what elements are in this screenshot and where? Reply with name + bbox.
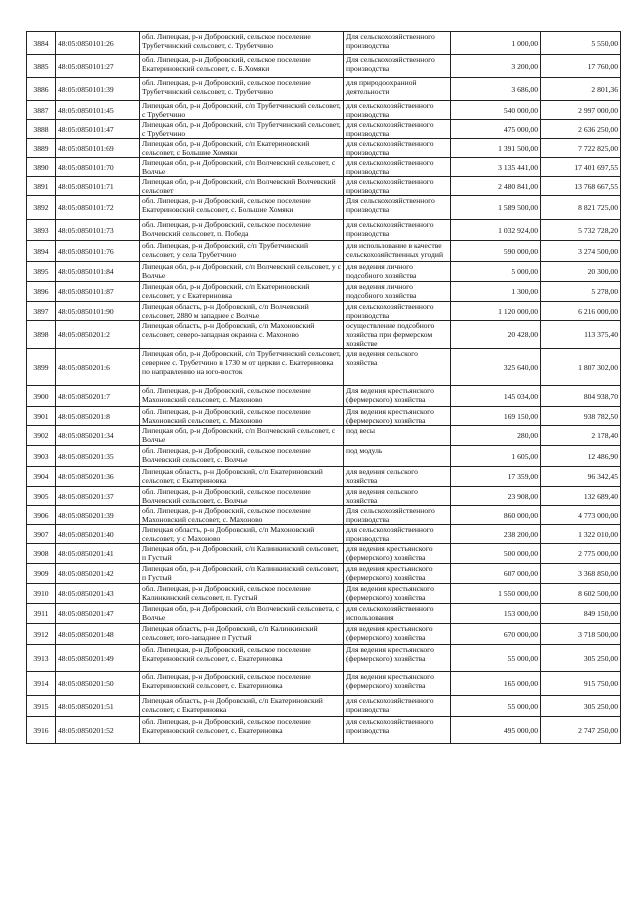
row-number: 3902 [27, 426, 56, 446]
row-number: 3913 [27, 645, 56, 672]
cadastral-number: 48:05:0850201:49 [56, 645, 140, 672]
cadastral-cost: 3 718 500,00 [541, 624, 621, 645]
row-number: 3887 [27, 101, 56, 120]
table-row [27, 196, 621, 220]
location-address: обл. Липецкая, р-н Добровский, сельское поселение Екатериновский сельсовет, с. Екатериновка [140, 645, 344, 672]
cadastral-number: 48:05:0850201:7 [56, 386, 140, 407]
location-address: обл. Липецкая, р-н Добровский, сельское поселение Махоновский сельсовет, с. Махоново [140, 506, 344, 525]
area-value: 1 605,00 [451, 446, 541, 467]
location-address: обл. Липецкая, р-н Добровский, сельское поселение Махоновский сельсовет, с. Махоново [140, 386, 344, 407]
location-address: Липецкая область, р-н Добровский, с/п Екатериновский сельсовет, с Екатериновка [140, 467, 344, 487]
cadastral-number: 48:05:0850101:70 [56, 158, 140, 177]
cadastral-cost: 2 747 250,00 [541, 717, 621, 744]
area-value: 1 589 500,00 [451, 196, 541, 220]
location-address: обл. Липецкая, р-н Добровский, сельское поселение Волчевский сельсовет, с. Волчье [140, 487, 344, 506]
cadastral-cost: 2 178,40 [541, 426, 621, 446]
cadastral-cost: 305 250,00 [541, 696, 621, 717]
location-address: Липецкая область, р-н Добровский, с/п Волчевский сельсовет, 2880 м западнее с Волчье [140, 302, 344, 321]
location-address: обл. Липецкая, р-н Добровский, сельское поселение Махоновский сельсовет, с. Махоново [140, 407, 344, 426]
permitted-use: под модуль [344, 446, 451, 467]
cadastral-number: 48:05:0850101:76 [56, 241, 140, 262]
cadastral-cost: 2 775 000,00 [541, 544, 621, 564]
permitted-use: осуществление подсобного хозяйства при фермерском хозяйстве [344, 321, 451, 349]
cadastral-cost: 96 342,45 [541, 467, 621, 487]
area-value: 607 000,00 [451, 564, 541, 584]
area-value: 540 000,00 [451, 101, 541, 120]
location-address: обл. Липецкая, р-н Добровский, сельское поселение Трубетчинский сельсовет, с. Трубетчино [140, 78, 344, 101]
cadastral-cost: 8 602 500,00 [541, 584, 621, 604]
permitted-use: для ведения сельского хозяйства [344, 487, 451, 506]
table-row [27, 139, 621, 158]
cadastral-number: 48:05:0850101:47 [56, 120, 140, 139]
cadastral-number: 48:05:0850201:6 [56, 349, 140, 386]
location-address: Липецкая обл, р-н Добровский, с/п Калинкинский сельсовет, п Густый [140, 564, 344, 584]
location-address: Липецкая обл, р-н Добровский, с/п Екатериновский сельсовет, у с Екатериновка [140, 282, 344, 302]
cadastral-cost: 5 550,00 [541, 32, 621, 55]
permitted-use: для использование в качестве сельскохозяйственных угодий [344, 241, 451, 262]
area-value: 238 200,00 [451, 525, 541, 544]
row-number: 3886 [27, 78, 56, 101]
table-row [27, 604, 621, 624]
table-row [27, 564, 621, 584]
row-number: 3892 [27, 196, 56, 220]
permitted-use: для сельскохозяйственного использования [344, 604, 451, 624]
permitted-use: Для ведения крестьянского (фермерского) хозяйства [344, 584, 451, 604]
table-row [27, 177, 621, 196]
permitted-use: Для сельскохозяйственного производства [344, 506, 451, 525]
location-address: Липецкая обл, р-н Добровский, с/п Екатериновский сельсовет, с Большие Хомяки [140, 139, 344, 158]
area-value: 5 000,00 [451, 262, 541, 282]
location-address: Липецкая область, р-н Добровский, с/п Калинкинский сельсовет, юго-западнее п Густый [140, 624, 344, 645]
area-value: 325 640,00 [451, 349, 541, 386]
cadastral-cost: 849 150,00 [541, 604, 621, 624]
table-row [27, 120, 621, 139]
row-number: 3888 [27, 120, 56, 139]
cadastral-cost: 305 250,00 [541, 645, 621, 672]
cadastral-number: 48:05:0850201:52 [56, 717, 140, 744]
row-number: 3897 [27, 302, 56, 321]
table-row [27, 544, 621, 564]
permitted-use: для ведения сельского хозяйства [344, 467, 451, 487]
area-value: 280,00 [451, 426, 541, 446]
row-number: 3898 [27, 321, 56, 349]
table-row [27, 158, 621, 177]
permitted-use: Для сельскохозяйственного производства [344, 32, 451, 55]
area-value: 1 391 500,00 [451, 139, 541, 158]
area-value: 1 550 000,00 [451, 584, 541, 604]
location-address: обл. Липецкая, р-н Добровский, сельское поселение Екатериновский сельсовет, с. Екатериновка [140, 672, 344, 696]
row-number: 3894 [27, 241, 56, 262]
permitted-use: для ведения личного подсобного хозяйства [344, 282, 451, 302]
cadastral-cost: 12 486,90 [541, 446, 621, 467]
table-row [27, 426, 621, 446]
row-number: 3891 [27, 177, 56, 196]
row-number: 3910 [27, 584, 56, 604]
permitted-use: Для ведения крестьянского (фермерского) хозяйства [344, 645, 451, 672]
cadastral-number: 48:05:0850201:37 [56, 487, 140, 506]
location-address: Липецкая обл, р-н Добровский, с/п Волчевский сельсовет, с Волчье [140, 426, 344, 446]
cadastral-number: 48:05:0850201:50 [56, 672, 140, 696]
cadastral-cost: 2 997 000,00 [541, 101, 621, 120]
area-value: 17 359,00 [451, 467, 541, 487]
table-row [27, 672, 621, 696]
cadastral-cost: 6 216 000,00 [541, 302, 621, 321]
cadastral-number: 48:05:0850101:45 [56, 101, 140, 120]
cadastral-cost: 3 274 500,00 [541, 241, 621, 262]
area-value: 1 300,00 [451, 282, 541, 302]
permitted-use: для сельскохозяйственного производства [344, 139, 451, 158]
location-address: Липецкая область, р-н Добровский, с/п Махоновский сельсовет, северо-западная окраина с. Махоново [140, 321, 344, 349]
cadastral-cost: 8 821 725,00 [541, 196, 621, 220]
area-value: 3 686,00 [451, 78, 541, 101]
row-number: 3906 [27, 506, 56, 525]
cadastral-number: 48:05:0850201:34 [56, 426, 140, 446]
row-number: 3885 [27, 55, 56, 78]
row-number: 3899 [27, 349, 56, 386]
area-value: 169 150,00 [451, 407, 541, 426]
cadastral-cost: 113 375,40 [541, 321, 621, 349]
permitted-use: для сельскохозяйственного производства [344, 177, 451, 196]
cadastral-number: 48:05:0850101:69 [56, 139, 140, 158]
cadastral-number: 48:05:0850101:73 [56, 220, 140, 241]
table-row [27, 349, 621, 386]
table-row [27, 407, 621, 426]
cadastral-cost: 938 782,50 [541, 407, 621, 426]
cadastral-number: 48:05:0850101:27 [56, 55, 140, 78]
area-value: 2 480 841,00 [451, 177, 541, 196]
cadastral-number: 48:05:0850101:84 [56, 262, 140, 282]
cadastral-number: 48:05:0850201:42 [56, 564, 140, 584]
row-number: 3903 [27, 446, 56, 467]
row-number: 3896 [27, 282, 56, 302]
cadastral-cost: 2 636 250,00 [541, 120, 621, 139]
permitted-use: для сельскохозяйственного производства [344, 696, 451, 717]
permitted-use: для сельскохозяйственного производства [344, 525, 451, 544]
location-address: Липецкая обл, р-н Добровский, с/п Калинкинский сельсовет, п Густый [140, 544, 344, 564]
location-address: обл. Липецкая, р-н Добровский, сельское поселение Волчевский сельсовет, с. Волчье [140, 446, 344, 467]
location-address: Липецкая обл, р-н Добровский, с/п Трубетчинский сельсовет, севернее с. Трубетчино в 1730 м от церкви с. Екатериновка по направлению на юго-восток [140, 349, 344, 386]
table-row [27, 241, 621, 262]
table-row [27, 282, 621, 302]
table-body [27, 32, 621, 744]
row-number: 3915 [27, 696, 56, 717]
cadastral-cost: 915 750,00 [541, 672, 621, 696]
cadastral-number: 48:05:0850201:8 [56, 407, 140, 426]
permitted-use: Для ведения крестьянского (фермерского) хозяйства [344, 407, 451, 426]
cadastral-number: 48:05:0850201:51 [56, 696, 140, 717]
cadastral-number: 48:05:0850101:90 [56, 302, 140, 321]
cadastral-number: 48:05:0850101:39 [56, 78, 140, 101]
location-address: Липецкая обл, р-н Добровский, с/п Трубетчинский сельсовет, с Трубетчино [140, 120, 344, 139]
row-number: 3889 [27, 139, 56, 158]
area-value: 23 908,00 [451, 487, 541, 506]
table-row [27, 584, 621, 604]
location-address: Липецкая обл, р-н Добровский, с/п Трубетчинский сельсовет, с Трубетчино [140, 101, 344, 120]
cadastral-number: 48:05:0850201:41 [56, 544, 140, 564]
permitted-use: для сельскохозяйственного производства [344, 158, 451, 177]
area-value: 20 428,00 [451, 321, 541, 349]
cadastral-number: 48:05:0850101:26 [56, 32, 140, 55]
row-number: 3914 [27, 672, 56, 696]
table-row [27, 506, 621, 525]
table-row [27, 321, 621, 349]
cadastral-cost: 17 760,00 [541, 55, 621, 78]
area-value: 145 034,00 [451, 386, 541, 407]
location-address: обл. Липецкая, р-н Добровский, сельское поселение Екатериновский сельсовет, с. Б.Хомяки [140, 55, 344, 78]
area-value: 475 000,00 [451, 120, 541, 139]
table-row [27, 487, 621, 506]
area-value: 670 000,00 [451, 624, 541, 645]
table-row [27, 55, 621, 78]
permitted-use: для сельскохозяйственного производства [344, 717, 451, 744]
area-value: 590 000,00 [451, 241, 541, 262]
cadastral-cost: 5 278,00 [541, 282, 621, 302]
permitted-use: для ведения личного подсобного хозяйства [344, 262, 451, 282]
permitted-use: под весы [344, 426, 451, 446]
row-number: 3901 [27, 407, 56, 426]
cadastral-cost: 1 322 010,00 [541, 525, 621, 544]
permitted-use: для ведения крестьянского (фермерского) хозяйства [344, 564, 451, 584]
location-address: обл. Липецкая, р-н Добровский, сельское поселение Волчевский сельсовет, п. Победа [140, 220, 344, 241]
row-number: 3895 [27, 262, 56, 282]
row-number: 3900 [27, 386, 56, 407]
row-number: 3916 [27, 717, 56, 744]
table-row [27, 645, 621, 672]
row-number: 3908 [27, 544, 56, 564]
area-value: 1 000,00 [451, 32, 541, 55]
row-number: 3904 [27, 467, 56, 487]
row-number: 3893 [27, 220, 56, 241]
cadastral-number: 48:05:0850101:72 [56, 196, 140, 220]
area-value: 153 000,00 [451, 604, 541, 624]
land-plots-table [26, 31, 621, 744]
cadastral-number: 48:05:0850201:40 [56, 525, 140, 544]
cadastral-cost: 2 801,36 [541, 78, 621, 101]
table-row [27, 525, 621, 544]
cadastral-cost: 7 722 825,00 [541, 139, 621, 158]
table-row [27, 302, 621, 321]
table-row [27, 78, 621, 101]
row-number: 3905 [27, 487, 56, 506]
cadastral-cost: 13 768 667,55 [541, 177, 621, 196]
cadastral-cost: 5 732 728,20 [541, 220, 621, 241]
cadastral-cost: 132 689,40 [541, 487, 621, 506]
table-row [27, 696, 621, 717]
row-number: 3907 [27, 525, 56, 544]
permitted-use: Для сельскохозяйственного производства [344, 196, 451, 220]
table-row [27, 386, 621, 407]
cadastral-cost: 17 401 697,55 [541, 158, 621, 177]
cadastral-number: 48:05:0850201:35 [56, 446, 140, 467]
row-number: 3912 [27, 624, 56, 645]
permitted-use: для природоохранной деятельности [344, 78, 451, 101]
cadastral-cost: 3 368 850,00 [541, 564, 621, 584]
cadastral-number: 48:05:0850201:39 [56, 506, 140, 525]
location-address: обл. Липецкая, р-н Добровский, сельское поселение Екатериновский сельсовет, с. Екатериновка [140, 717, 344, 744]
table-row [27, 32, 621, 55]
cadastral-number: 48:05:0850201:48 [56, 624, 140, 645]
area-value: 55 000,00 [451, 696, 541, 717]
document-page [26, 31, 620, 744]
cadastral-number: 48:05:0850201:36 [56, 467, 140, 487]
area-value: 3 200,00 [451, 55, 541, 78]
area-value: 3 135 441,00 [451, 158, 541, 177]
cadastral-number: 48:05:0850201:2 [56, 321, 140, 349]
table-row [27, 467, 621, 487]
area-value: 495 000,00 [451, 717, 541, 744]
table-row [27, 717, 621, 744]
permitted-use: для ведения сельского хозяйства [344, 349, 451, 386]
cadastral-number: 48:05:0850101:87 [56, 282, 140, 302]
cadastral-number: 48:05:0850201:43 [56, 584, 140, 604]
row-number: 3909 [27, 564, 56, 584]
area-value: 55 000,00 [451, 645, 541, 672]
area-value: 1 120 000,00 [451, 302, 541, 321]
table-row [27, 262, 621, 282]
cadastral-number: 48:05:0850201:47 [56, 604, 140, 624]
permitted-use: Для сельскохозяйственного производства [344, 55, 451, 78]
location-address: Липецкая обл, р-н Добровский, с/п Волчевский сельсовета, с Волчье [140, 604, 344, 624]
table-row [27, 446, 621, 467]
location-address: Липецкая обл, р-н Добровский, с/п Волчевский сельсовет, у с Волчье [140, 262, 344, 282]
area-value: 860 000,00 [451, 506, 541, 525]
permitted-use: Для ведения крестьянского (фермерского) хозяйства [344, 386, 451, 407]
table-row [27, 624, 621, 645]
area-value: 500 000,00 [451, 544, 541, 564]
permitted-use: для сельскохозяйственного производства [344, 120, 451, 139]
cadastral-cost: 20 300,00 [541, 262, 621, 282]
cadastral-cost: 804 938,70 [541, 386, 621, 407]
permitted-use: Для ведения крестьянского (фермерского) хозяйства [344, 672, 451, 696]
table-row [27, 220, 621, 241]
location-address: обл. Липецкая, р-н Добровский, сельское поселение Трубетчинский сельсовет, с. Трубетчино [140, 32, 344, 55]
row-number: 3911 [27, 604, 56, 624]
location-address: Липецкая область, р-н Добровский, с/п Махоновский сельсовет, у с Махоново [140, 525, 344, 544]
table-row [27, 101, 621, 120]
location-address: Липецкая область, р-н Добровский, с/п Екатериновский сельсовет, с Екатериновка [140, 696, 344, 717]
area-value: 1 032 924,00 [451, 220, 541, 241]
row-number: 3884 [27, 32, 56, 55]
permitted-use: для ведения крестьянского (фермерского) хозяйства [344, 624, 451, 645]
permitted-use: для сельскохозяйственного производства [344, 101, 451, 120]
permitted-use: для сельскохозяйственного производства [344, 220, 451, 241]
location-address: обл. Липецкая, р-н Добровский, сельское поселение Калинкинский сельсовет, п. Густый [140, 584, 344, 604]
cadastral-cost: 4 773 000,00 [541, 506, 621, 525]
permitted-use: для сельскохозяйственного производства [344, 302, 451, 321]
cadastral-cost: 1 807 302,00 [541, 349, 621, 386]
location-address: обл. Липецкая, р-н Добровский, с/п Трубетчинский сельсовет, у села Трубетчино [140, 241, 344, 262]
location-address: обл. Липецкая, р-н Добровский, сельское поселение Екатериновский сельсовет, с. Большие Хомяки [140, 196, 344, 220]
area-value: 165 000,00 [451, 672, 541, 696]
row-number: 3890 [27, 158, 56, 177]
location-address: Липецкая обл, р-н Добровский, с/п Волчевский Волчевский сельсовет [140, 177, 344, 196]
cadastral-number: 48:05:0850101:71 [56, 177, 140, 196]
location-address: Липецкая обл, р-н Добровский, с/п Волчевский сельсовет, с Волчье [140, 158, 344, 177]
permitted-use: для ведения крестьянского (фермерского) хозяйства [344, 544, 451, 564]
